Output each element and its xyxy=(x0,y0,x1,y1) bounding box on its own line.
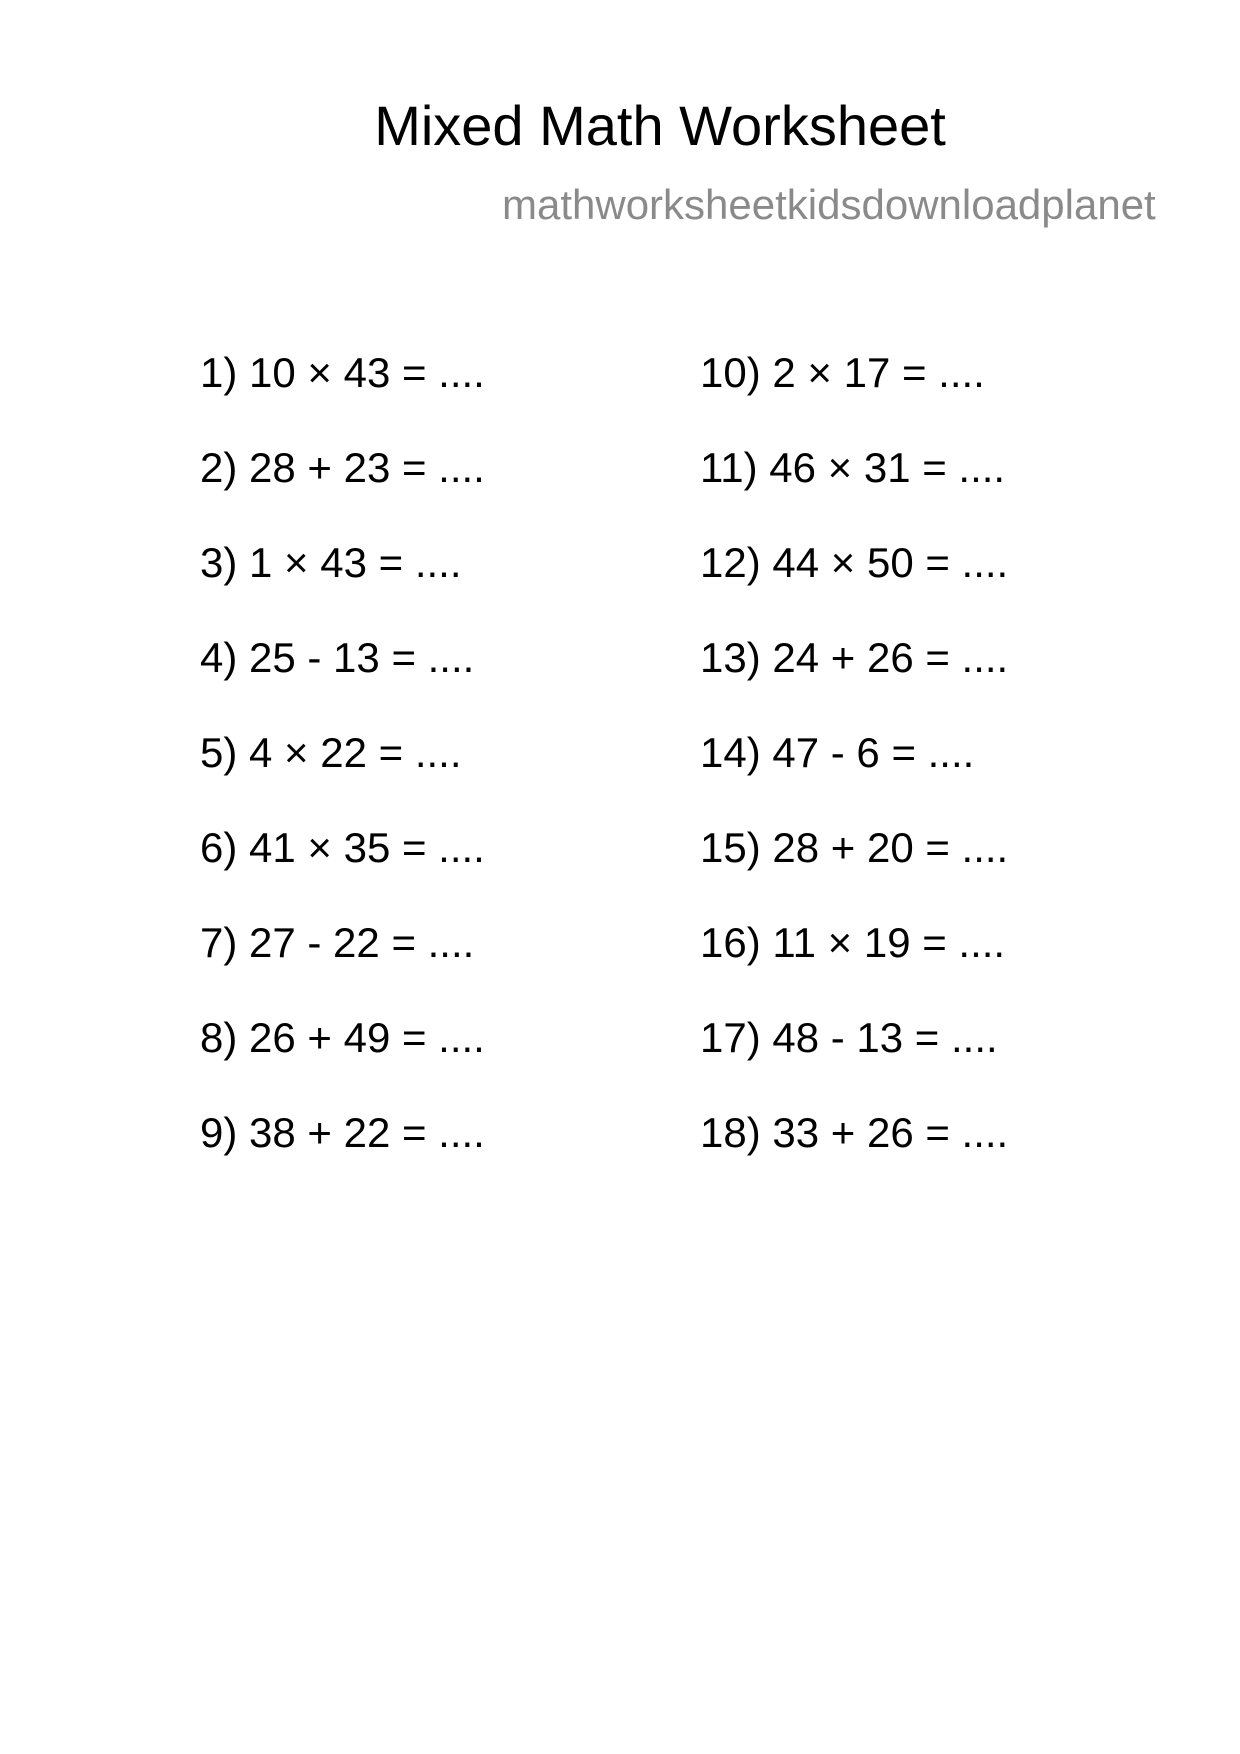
problem-item: 2) 28 + 23 = .... xyxy=(200,444,485,491)
problem-item: 14) 47 - 6 = .... xyxy=(700,729,975,776)
problem-item: 1) 10 × 43 = .... xyxy=(200,349,485,396)
problem-item: 13) 24 + 26 = .... xyxy=(700,634,1009,681)
problem-item: 8) 26 + 49 = .... xyxy=(200,1014,485,1061)
problem-item: 10) 2 × 17 = .... xyxy=(700,349,985,396)
problem-item: 5) 4 × 22 = .... xyxy=(200,729,462,776)
problem-item: 7) 27 - 22 = .... xyxy=(200,919,475,966)
problem-item: 4) 25 - 13 = .... xyxy=(200,634,475,681)
worksheet-title: Mixed Math Worksheet xyxy=(374,94,946,157)
problem-item: 9) 38 + 22 = .... xyxy=(200,1109,485,1156)
problem-item: 3) 1 × 43 = .... xyxy=(200,539,462,586)
problem-column-left xyxy=(200,349,485,1207)
problem-item: 18) 33 + 26 = .... xyxy=(700,1109,1009,1156)
problem-item: 6) 41 × 35 = .... xyxy=(200,824,485,871)
problem-column-right xyxy=(700,349,1009,1207)
problem-item: 15) 28 + 20 = .... xyxy=(700,824,1009,871)
worksheet-subtitle: mathworksheetkidsdownloadplanet xyxy=(502,181,1156,228)
problem-item: 12) 44 × 50 = .... xyxy=(700,539,1009,586)
problem-item: 16) 11 × 19 = .... xyxy=(700,919,1006,966)
problem-item: 11) 46 × 31 = .... xyxy=(700,444,1006,491)
problem-item: 17) 48 - 13 = .... xyxy=(700,1014,998,1061)
